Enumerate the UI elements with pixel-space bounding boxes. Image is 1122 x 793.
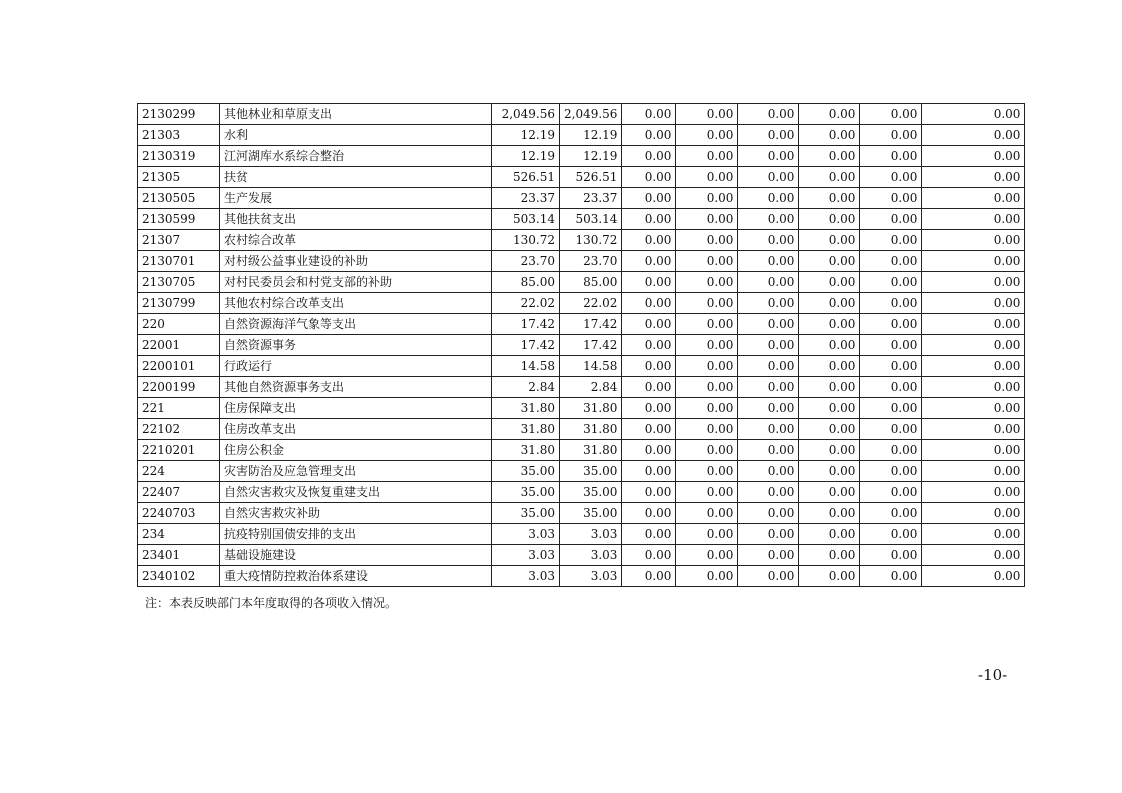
function-name-cell: 行政运行 xyxy=(220,356,492,377)
amount-cell: 0.00 xyxy=(922,188,1025,209)
amount-cell: 0.00 xyxy=(799,314,860,335)
table-row xyxy=(138,335,1025,356)
amount-cell: 0.00 xyxy=(676,293,738,314)
amount-cell: 0.00 xyxy=(922,503,1025,524)
amount-cell: 0.00 xyxy=(799,251,860,272)
amount-cell: 0.00 xyxy=(622,293,676,314)
amount-cell: 0.00 xyxy=(922,251,1025,272)
amount-cell: 12.19 xyxy=(492,146,560,167)
amount-cell: 0.00 xyxy=(676,188,738,209)
footnote: 注：本表反映部门本年度取得的各项收入情况。 xyxy=(145,596,398,610)
amount-cell: 0.00 xyxy=(922,398,1025,419)
amount-cell: 0.00 xyxy=(676,440,738,461)
amount-cell: 0.00 xyxy=(922,461,1025,482)
function-code-cell: 2200101 xyxy=(138,356,220,377)
amount-cell: 526.51 xyxy=(492,167,560,188)
amount-cell: 0.00 xyxy=(738,104,799,125)
amount-cell: 3.03 xyxy=(492,566,560,587)
function-name-cell: 扶贫 xyxy=(220,167,492,188)
amount-cell: 0.00 xyxy=(676,167,738,188)
amount-cell: 0.00 xyxy=(860,272,922,293)
amount-cell: 0.00 xyxy=(622,314,676,335)
table-row xyxy=(138,230,1025,251)
amount-cell: 23.70 xyxy=(560,251,622,272)
amount-cell: 0.00 xyxy=(676,503,738,524)
amount-cell: 0.00 xyxy=(860,524,922,545)
amount-cell: 23.37 xyxy=(560,188,622,209)
amount-cell: 0.00 xyxy=(676,125,738,146)
amount-cell: 0.00 xyxy=(860,146,922,167)
amount-cell: 0.00 xyxy=(676,314,738,335)
amount-cell: 0.00 xyxy=(738,293,799,314)
amount-cell: 0.00 xyxy=(799,146,860,167)
amount-cell: 2,049.56 xyxy=(492,104,560,125)
table-row xyxy=(138,524,1025,545)
table-row xyxy=(138,566,1025,587)
amount-cell: 0.00 xyxy=(860,503,922,524)
amount-cell: 31.80 xyxy=(492,419,560,440)
amount-cell: 0.00 xyxy=(676,104,738,125)
amount-cell: 0.00 xyxy=(738,356,799,377)
amount-cell: 0.00 xyxy=(922,272,1025,293)
amount-cell: 0.00 xyxy=(799,230,860,251)
function-code-cell: 22102 xyxy=(138,419,220,440)
amount-cell: 0.00 xyxy=(860,566,922,587)
table-row xyxy=(138,503,1025,524)
table-row xyxy=(138,377,1025,398)
amount-cell: 0.00 xyxy=(676,419,738,440)
amount-cell: 0.00 xyxy=(622,356,676,377)
amount-cell: 0.00 xyxy=(799,524,860,545)
amount-cell: 17.42 xyxy=(560,314,622,335)
function-code-cell: 23401 xyxy=(138,545,220,566)
function-name-cell: 其他扶贫支出 xyxy=(220,209,492,230)
amount-cell: 0.00 xyxy=(622,503,676,524)
amount-cell: 0.00 xyxy=(676,482,738,503)
amount-cell: 0.00 xyxy=(676,398,738,419)
amount-cell: 0.00 xyxy=(738,251,799,272)
amount-cell: 0.00 xyxy=(622,251,676,272)
function-name-cell: 自然资源事务 xyxy=(220,335,492,356)
table-row xyxy=(138,419,1025,440)
amount-cell: 0.00 xyxy=(922,440,1025,461)
function-name-cell: 对村民委员会和村党支部的补助 xyxy=(220,272,492,293)
table-row xyxy=(138,440,1025,461)
amount-cell: 0.00 xyxy=(676,524,738,545)
amount-cell: 0.00 xyxy=(799,335,860,356)
amount-cell: 0.00 xyxy=(860,545,922,566)
table-row xyxy=(138,482,1025,503)
amount-cell: 35.00 xyxy=(492,461,560,482)
amount-cell: 0.00 xyxy=(799,272,860,293)
amount-cell: 0.00 xyxy=(799,167,860,188)
amount-cell: 0.00 xyxy=(799,503,860,524)
function-code-cell: 221 xyxy=(138,398,220,419)
function-name-cell: 生产发展 xyxy=(220,188,492,209)
amount-cell: 0.00 xyxy=(738,482,799,503)
amount-cell: 0.00 xyxy=(860,188,922,209)
amount-cell: 23.70 xyxy=(492,251,560,272)
amount-cell: 0.00 xyxy=(738,335,799,356)
amount-cell: 0.00 xyxy=(676,272,738,293)
amount-cell: 0.00 xyxy=(799,356,860,377)
amount-cell: 130.72 xyxy=(492,230,560,251)
amount-cell: 0.00 xyxy=(922,524,1025,545)
amount-cell: 0.00 xyxy=(922,356,1025,377)
amount-cell: 0.00 xyxy=(622,482,676,503)
amount-cell: 0.00 xyxy=(860,356,922,377)
amount-cell: 0.00 xyxy=(799,461,860,482)
amount-cell: 2.84 xyxy=(560,377,622,398)
table-row xyxy=(138,125,1025,146)
amount-cell: 0.00 xyxy=(622,272,676,293)
amount-cell: 0.00 xyxy=(738,503,799,524)
amount-cell: 14.58 xyxy=(560,356,622,377)
function-name-cell: 对村级公益事业建设的补助 xyxy=(220,251,492,272)
amount-cell: 22.02 xyxy=(492,293,560,314)
amount-cell: 526.51 xyxy=(560,167,622,188)
amount-cell: 3.03 xyxy=(560,524,622,545)
amount-cell: 0.00 xyxy=(860,167,922,188)
amount-cell: 0.00 xyxy=(860,335,922,356)
function-code-cell: 2130319 xyxy=(138,146,220,167)
function-name-cell: 基础设施建设 xyxy=(220,545,492,566)
amount-cell: 0.00 xyxy=(622,167,676,188)
amount-cell: 31.80 xyxy=(560,440,622,461)
amount-cell: 0.00 xyxy=(922,230,1025,251)
amount-cell: 0.00 xyxy=(799,209,860,230)
amount-cell: 0.00 xyxy=(738,188,799,209)
function-code-cell: 2130705 xyxy=(138,272,220,293)
table-row xyxy=(138,167,1025,188)
amount-cell: 0.00 xyxy=(860,230,922,251)
amount-cell: 0.00 xyxy=(738,566,799,587)
amount-cell: 12.19 xyxy=(560,146,622,167)
function-code-cell: 220 xyxy=(138,314,220,335)
amount-cell: 0.00 xyxy=(676,566,738,587)
amount-cell: 0.00 xyxy=(738,272,799,293)
function-code-cell: 22407 xyxy=(138,482,220,503)
amount-cell: 0.00 xyxy=(738,167,799,188)
amount-cell: 0.00 xyxy=(738,209,799,230)
amount-cell: 0.00 xyxy=(860,104,922,125)
amount-cell: 3.03 xyxy=(492,545,560,566)
amount-cell: 0.00 xyxy=(738,230,799,251)
table-row xyxy=(138,461,1025,482)
amount-cell: 3.03 xyxy=(492,524,560,545)
amount-cell: 0.00 xyxy=(676,230,738,251)
amount-cell: 503.14 xyxy=(560,209,622,230)
function-code-cell: 2130799 xyxy=(138,293,220,314)
function-code-cell: 234 xyxy=(138,524,220,545)
amount-cell: 0.00 xyxy=(622,335,676,356)
function-name-cell: 江河湖库水系综合整治 xyxy=(220,146,492,167)
function-code-cell: 21307 xyxy=(138,230,220,251)
function-code-cell: 22001 xyxy=(138,335,220,356)
amount-cell: 0.00 xyxy=(622,419,676,440)
amount-cell: 85.00 xyxy=(560,272,622,293)
amount-cell: 31.80 xyxy=(560,398,622,419)
function-code-cell: 2130599 xyxy=(138,209,220,230)
amount-cell: 31.80 xyxy=(492,398,560,419)
amount-cell: 0.00 xyxy=(622,377,676,398)
amount-cell: 0.00 xyxy=(799,188,860,209)
amount-cell: 0.00 xyxy=(738,545,799,566)
amount-cell: 0.00 xyxy=(922,335,1025,356)
amount-cell: 12.19 xyxy=(560,125,622,146)
function-name-cell: 其他农村综合改革支出 xyxy=(220,293,492,314)
amount-cell: 35.00 xyxy=(492,503,560,524)
function-code-cell: 2210201 xyxy=(138,440,220,461)
amount-cell: 0.00 xyxy=(622,104,676,125)
amount-cell: 0.00 xyxy=(622,524,676,545)
amount-cell: 35.00 xyxy=(492,482,560,503)
amount-cell: 0.00 xyxy=(860,377,922,398)
function-name-cell: 重大疫情防控救治体系建设 xyxy=(220,566,492,587)
amount-cell: 503.14 xyxy=(492,209,560,230)
amount-cell: 17.42 xyxy=(492,314,560,335)
function-name-cell: 其他自然资源事务支出 xyxy=(220,377,492,398)
amount-cell: 0.00 xyxy=(799,377,860,398)
amount-cell: 0.00 xyxy=(922,293,1025,314)
amount-cell: 0.00 xyxy=(676,146,738,167)
amount-cell: 0.00 xyxy=(799,293,860,314)
table-body xyxy=(138,104,1025,587)
amount-cell: 14.58 xyxy=(492,356,560,377)
amount-cell: 0.00 xyxy=(799,482,860,503)
amount-cell: 0.00 xyxy=(799,104,860,125)
table-row xyxy=(138,104,1025,125)
amount-cell: 0.00 xyxy=(860,482,922,503)
amount-cell: 0.00 xyxy=(676,461,738,482)
amount-cell: 0.00 xyxy=(922,314,1025,335)
amount-cell: 0.00 xyxy=(860,293,922,314)
function-code-cell: 21305 xyxy=(138,167,220,188)
function-name-cell: 灾害防治及应急管理支出 xyxy=(220,461,492,482)
amount-cell: 0.00 xyxy=(622,230,676,251)
function-code-cell: 2240703 xyxy=(138,503,220,524)
amount-cell: 31.80 xyxy=(560,419,622,440)
function-name-cell: 住房保障支出 xyxy=(220,398,492,419)
function-name-cell: 自然灾害救灾补助 xyxy=(220,503,492,524)
amount-cell: 0.00 xyxy=(622,146,676,167)
amount-cell: 3.03 xyxy=(560,545,622,566)
table-row xyxy=(138,188,1025,209)
page-number: -10- xyxy=(978,666,1008,684)
amount-cell: 0.00 xyxy=(622,188,676,209)
amount-cell: 0.00 xyxy=(799,398,860,419)
function-name-cell: 住房改革支出 xyxy=(220,419,492,440)
amount-cell: 0.00 xyxy=(676,209,738,230)
amount-cell: 0.00 xyxy=(860,398,922,419)
amount-cell: 0.00 xyxy=(676,545,738,566)
amount-cell: 0.00 xyxy=(799,545,860,566)
amount-cell: 0.00 xyxy=(860,125,922,146)
amount-cell: 0.00 xyxy=(922,545,1025,566)
amount-cell: 0.00 xyxy=(922,146,1025,167)
amount-cell: 12.19 xyxy=(492,125,560,146)
table-row xyxy=(138,314,1025,335)
amount-cell: 2,049.56 xyxy=(560,104,622,125)
amount-cell: 35.00 xyxy=(560,503,622,524)
amount-cell: 0.00 xyxy=(738,398,799,419)
amount-cell: 3.03 xyxy=(560,566,622,587)
amount-cell: 0.00 xyxy=(922,104,1025,125)
amount-cell: 130.72 xyxy=(560,230,622,251)
table-row xyxy=(138,251,1025,272)
amount-cell: 0.00 xyxy=(860,419,922,440)
amount-cell: 0.00 xyxy=(738,125,799,146)
amount-cell: 35.00 xyxy=(560,461,622,482)
amount-cell: 0.00 xyxy=(676,377,738,398)
amount-cell: 0.00 xyxy=(738,314,799,335)
function-code-cell: 2200199 xyxy=(138,377,220,398)
amount-cell: 0.00 xyxy=(622,545,676,566)
function-name-cell: 住房公积金 xyxy=(220,440,492,461)
amount-cell: 0.00 xyxy=(676,251,738,272)
function-name-cell: 其他林业和草原支出 xyxy=(220,104,492,125)
amount-cell: 0.00 xyxy=(622,440,676,461)
amount-cell: 0.00 xyxy=(622,125,676,146)
amount-cell: 0.00 xyxy=(738,419,799,440)
amount-cell: 2.84 xyxy=(492,377,560,398)
amount-cell: 0.00 xyxy=(922,482,1025,503)
function-code-cell: 2340102 xyxy=(138,566,220,587)
amount-cell: 0.00 xyxy=(860,251,922,272)
amount-cell: 0.00 xyxy=(738,524,799,545)
function-name-cell: 自然灾害救灾及恢复重建支出 xyxy=(220,482,492,503)
function-name-cell: 自然资源海洋气象等支出 xyxy=(220,314,492,335)
amount-cell: 0.00 xyxy=(860,440,922,461)
amount-cell: 0.00 xyxy=(799,125,860,146)
amount-cell: 0.00 xyxy=(922,419,1025,440)
function-name-cell: 水利 xyxy=(220,125,492,146)
amount-cell: 85.00 xyxy=(492,272,560,293)
function-code-cell: 21303 xyxy=(138,125,220,146)
function-name-cell: 农村综合改革 xyxy=(220,230,492,251)
table-row xyxy=(138,146,1025,167)
budget-table xyxy=(137,103,1025,587)
function-name-cell: 抗疫特别国债安排的支出 xyxy=(220,524,492,545)
function-code-cell: 224 xyxy=(138,461,220,482)
amount-cell: 23.37 xyxy=(492,188,560,209)
amount-cell: 0.00 xyxy=(676,356,738,377)
amount-cell: 35.00 xyxy=(560,482,622,503)
amount-cell: 31.80 xyxy=(492,440,560,461)
amount-cell: 0.00 xyxy=(622,398,676,419)
amount-cell: 0.00 xyxy=(922,566,1025,587)
amount-cell: 0.00 xyxy=(676,335,738,356)
table-row xyxy=(138,209,1025,230)
amount-cell: 0.00 xyxy=(860,314,922,335)
amount-cell: 0.00 xyxy=(738,146,799,167)
amount-cell: 0.00 xyxy=(622,461,676,482)
amount-cell: 0.00 xyxy=(860,209,922,230)
amount-cell: 0.00 xyxy=(738,461,799,482)
amount-cell: 0.00 xyxy=(799,566,860,587)
function-code-cell: 2130505 xyxy=(138,188,220,209)
amount-cell: 0.00 xyxy=(622,566,676,587)
amount-cell: 0.00 xyxy=(799,419,860,440)
amount-cell: 0.00 xyxy=(922,209,1025,230)
table-row xyxy=(138,293,1025,314)
amount-cell: 0.00 xyxy=(860,461,922,482)
amount-cell: 0.00 xyxy=(738,377,799,398)
amount-cell: 0.00 xyxy=(799,440,860,461)
function-code-cell: 2130299 xyxy=(138,104,220,125)
table-row xyxy=(138,272,1025,293)
amount-cell: 0.00 xyxy=(922,167,1025,188)
amount-cell: 17.42 xyxy=(560,335,622,356)
amount-cell: 0.00 xyxy=(738,440,799,461)
table-row xyxy=(138,356,1025,377)
amount-cell: 0.00 xyxy=(922,377,1025,398)
amount-cell: 0.00 xyxy=(622,209,676,230)
amount-cell: 22.02 xyxy=(560,293,622,314)
amount-cell: 17.42 xyxy=(492,335,560,356)
table-row xyxy=(138,545,1025,566)
amount-cell: 0.00 xyxy=(922,125,1025,146)
function-code-cell: 2130701 xyxy=(138,251,220,272)
table-row xyxy=(138,398,1025,419)
